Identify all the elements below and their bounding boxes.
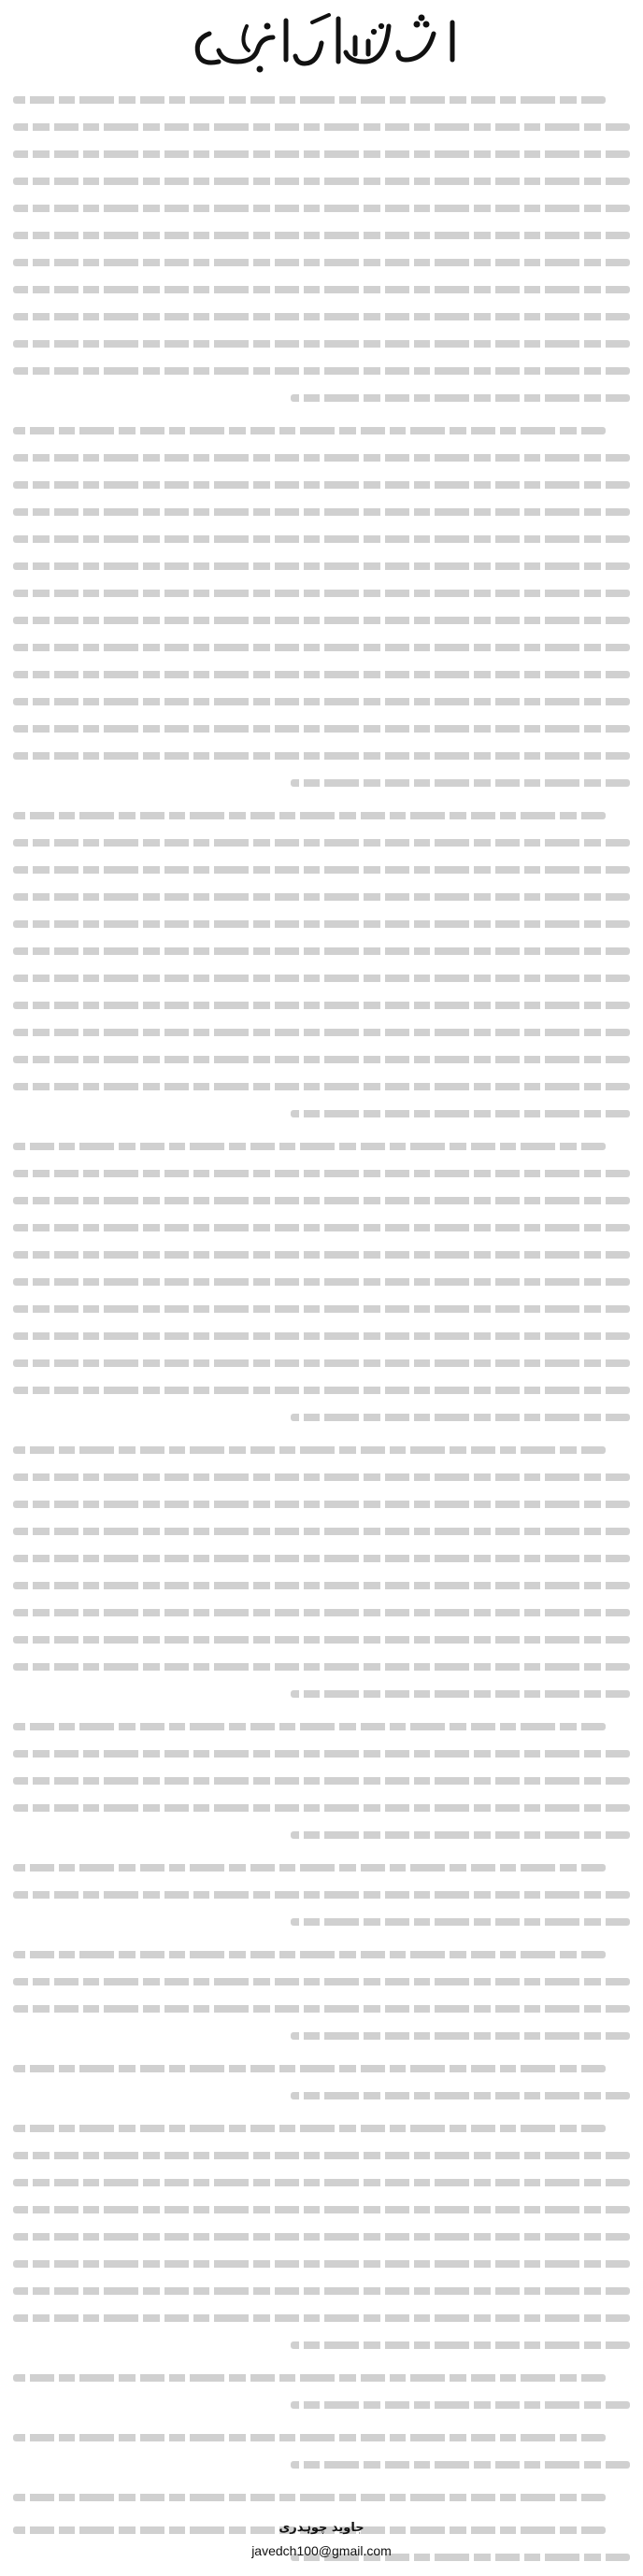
article-paragraph [13, 417, 630, 796]
article-text-line [13, 1322, 630, 1349]
article-paragraph [13, 802, 630, 1127]
article-paragraph [13, 1941, 630, 2049]
article-text-line [13, 1941, 630, 1968]
article-text-line [13, 1463, 630, 1490]
article-text-line [13, 2169, 630, 2196]
article-text-line [13, 1268, 630, 1295]
article-paragraph [13, 1132, 630, 1430]
article-text-line [13, 715, 630, 742]
article-text-line [13, 991, 630, 1018]
article-text-line [13, 1046, 630, 1073]
headline [0, 0, 643, 86]
article-paragraph [13, 1713, 630, 1848]
article-text-line [13, 1572, 630, 1599]
article-text-line [13, 2304, 630, 2331]
article-text-line [13, 2022, 630, 2049]
article-text-line [13, 910, 630, 937]
article-text-line [13, 249, 630, 276]
article-text-line [13, 1073, 630, 1100]
article-text-line [13, 1403, 630, 1430]
article-text-line [13, 2082, 630, 2109]
article-text-line [13, 769, 630, 796]
article-text-line [13, 2451, 630, 2478]
article-text-line [13, 276, 630, 303]
article-text-line [13, 1349, 630, 1376]
article-text-line [13, 1295, 630, 1322]
article-text-line [13, 1713, 630, 1740]
article-text-line [13, 221, 630, 249]
article-text-line [13, 1187, 630, 1214]
article-body [13, 86, 630, 2576]
article-text-line [13, 525, 630, 552]
article-text-line [13, 633, 630, 661]
author-name: جاوید چوہدری [279, 2521, 364, 2535]
article-text-line [13, 1854, 630, 1881]
article-paragraph [13, 2364, 630, 2418]
article-text-line [13, 1653, 630, 1680]
article-text-line [13, 2223, 630, 2250]
article-text-line [13, 1767, 630, 1794]
article-paragraph [13, 2483, 630, 2511]
article-text-line [13, 2114, 630, 2142]
article-text-line [13, 444, 630, 471]
article-text-line [13, 1881, 630, 1908]
article-text-line [13, 1160, 630, 1187]
article-text-line [13, 1376, 630, 1403]
article-text-line [13, 303, 630, 330]
article-text-line [13, 688, 630, 715]
article-text-line [13, 417, 630, 444]
article-text-line [13, 829, 630, 856]
article-text-line [13, 140, 630, 167]
article-text-line [13, 167, 630, 194]
article-text-line [13, 1908, 630, 1935]
article-text-line [13, 2055, 630, 2082]
article-text-line [13, 856, 630, 883]
article-text-line [13, 552, 630, 579]
article-text-line [13, 384, 630, 411]
article-text-line [13, 1794, 630, 1821]
article-text-line [13, 2142, 630, 2169]
article-text-line [13, 579, 630, 606]
article-text-line [13, 661, 630, 688]
article-text-line [13, 2277, 630, 2304]
article-paragraph [13, 2055, 630, 2109]
article-text-line [13, 742, 630, 769]
article-text-line [13, 1436, 630, 1463]
article-text-line [13, 1018, 630, 1046]
article-text-line [13, 1968, 630, 1995]
headline-calligraphy-image [181, 6, 462, 80]
article-text-line [13, 1241, 630, 1268]
article-text-line [13, 86, 630, 113]
article-paragraph [13, 1436, 630, 1707]
article-text-line [13, 2196, 630, 2223]
article-text-line [13, 2331, 630, 2358]
article-text-line [13, 2250, 630, 2277]
article-text-line [13, 1490, 630, 1517]
article-text-line [13, 330, 630, 357]
article-text-line [13, 2391, 630, 2418]
article-paragraph [13, 2114, 630, 2358]
article-text-line [13, 802, 630, 829]
article-text-line [13, 1544, 630, 1572]
article-text-line [13, 1740, 630, 1767]
article-text-line [13, 357, 630, 384]
article-text-line [13, 471, 630, 498]
article-text-line [13, 2483, 630, 2511]
article-text-line [13, 1626, 630, 1653]
article-text-line [13, 606, 630, 633]
article-paragraph [13, 2424, 630, 2478]
article-text-line [13, 1132, 630, 1160]
article-text-line [13, 883, 630, 910]
article-text-line [13, 1821, 630, 1848]
article-text-line [13, 194, 630, 221]
article-text-line [13, 1995, 630, 2022]
article-text-line [13, 2364, 630, 2391]
article-paragraph [13, 1854, 630, 1935]
article-text-line [13, 1100, 630, 1127]
article-text-line [13, 1517, 630, 1544]
article-text-line [13, 113, 630, 140]
article-text-line [13, 964, 630, 991]
article-paragraph [13, 86, 630, 411]
article-text-line [13, 2424, 630, 2451]
author-email[interactable]: javedch100@gmail.com [251, 2543, 392, 2558]
article-text-line [13, 1214, 630, 1241]
article-text-line [13, 1680, 630, 1707]
article-text-line [13, 1599, 630, 1626]
article-text-line [13, 498, 630, 525]
article-text-line [13, 937, 630, 964]
